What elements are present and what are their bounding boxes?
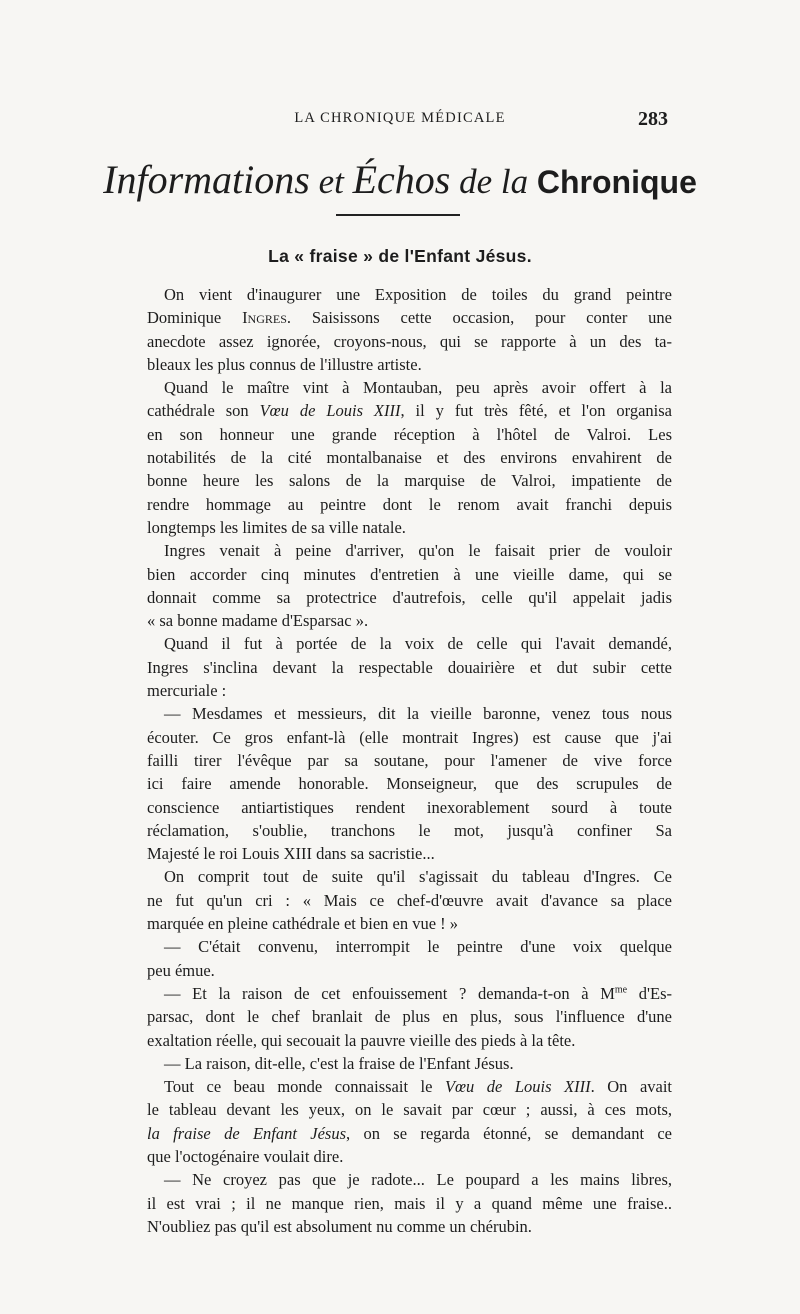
text-line: Dominique Ingres. Saisissons cette occasion, pour conter une [147, 308, 673, 328]
text-line: — Et la raison de cet enfouissement ? demanda-t-on à $M^{me}$ d'Es- [164, 983, 672, 1003]
text-line: rendre hommage au peintre dont le renom avait franchi depuis [147, 494, 672, 514]
text-line: écouter. Ce gros enfant-là (elle montrait Ingres) est cause que j'ai [147, 727, 672, 747]
text-line: Ingres venait à peine d'arriver, qu'on le faisait prier de vouloir [164, 541, 672, 561]
text-line: Ingres s'inclina devant la respectable douairière et dut subir cette [147, 657, 672, 677]
text-line: conscience antiartistiques rendent inexorablement sourd à toute [147, 797, 672, 817]
section-title-word-4: de la [459, 162, 529, 201]
text-line: — Mesdames et messieurs, dit la vieille baronne, venez tous nous [164, 704, 672, 724]
text-line: ne fut qu'un cri : « Mais ce chef-d'œuvre avait d'avance sa place [147, 890, 672, 910]
section-title-word-3: Échos [352, 157, 451, 202]
text-line: bonne heure les salons de la marquise de Valroi, impatiente de [147, 471, 672, 491]
text-line: Tout ce beau monde connaissait le Vœu de Louis XIII. On avait [164, 1077, 673, 1097]
text-line: bleaux les plus connus de l'illustre artiste. [147, 354, 422, 374]
text-line: On comprit tout de suite qu'il s'agissait du tableau d'Ingres. Ce [164, 867, 672, 887]
text-line: cathédrale son Vœu de Louis XIII, il y fut très fêté, et l'on organisa [147, 401, 673, 421]
text-line: ici faire amende honorable. Monseigneur, que des scrupules de [147, 774, 672, 794]
section-title [0, 156, 800, 206]
text-line: il est vrai ; il ne manque rien, mais il y a quand même une fraise.. [147, 1193, 672, 1213]
text-line: Quand le maître vint à Montauban, peu après avoir offert à la [164, 378, 672, 398]
text-line: le tableau devant les yeux, on le savait par cœur ; aussi, à ces mots, [147, 1100, 672, 1120]
text-line: Majesté le roi Louis XIII dans sa sacristie... [147, 844, 435, 864]
running-head [0, 108, 800, 130]
text-line: — Ne croyez pas que je radote... Le poupard a les mains libres, [164, 1170, 672, 1190]
text-line: N'oubliez pas qu'il est absolument nu comme un chérubin. [147, 1216, 532, 1236]
text-line: donnait comme sa protectrice d'autrefois, celle qu'il appelait jadis [147, 587, 672, 607]
text-line: Quand il fut à portée de la voix de celle qui l'avait demandé, [164, 634, 672, 654]
text-line: anecdote assez ignorée, croyons-nous, qui se rapporte à un des ta- [147, 331, 672, 351]
text-line: que l'octogénaire voulait dire. [147, 1146, 344, 1166]
section-title-word-5: Chronique [536, 164, 697, 200]
title-divider [336, 214, 460, 216]
text-line: « sa bonne madame d'Esparsac ». [147, 611, 369, 631]
text-line: On vient d'inaugurer une Exposition de toiles du grand peintre [164, 285, 672, 304]
running-title: LA CHRONIQUE MÉDICALE [294, 110, 506, 126]
text-line: — C'était convenu, interrompit le peintre d'une voix quelque [164, 937, 672, 957]
text-line: bien accorder cinq minutes d'entretien à une vieille dame, qui se [147, 564, 672, 584]
text-line: peu émue. [147, 960, 215, 980]
text-line: parsac, dont le chef branlait de plus en plus, sous l'influence d'une [147, 1007, 672, 1027]
text-line: marquée en pleine cathédrale et bien en vue ! » [147, 914, 459, 934]
text-line: notabilités de la cité montalbanaise et des environs envahirent de [147, 448, 672, 468]
text-line: mercuriale : [147, 681, 227, 701]
page-number: 283 [638, 108, 668, 130]
text-line: — La raison, dit-elle, c'est la fraise de l'Enfant Jésus. [164, 1053, 514, 1073]
section-title-word-1: Informations [103, 157, 310, 202]
text-line: la fraise de Enfant Jésus, on se regarda étonné, se demandant ce [147, 1123, 673, 1143]
text-line: en son honneur une grande réception à l'hôtel de Valroi. Les [147, 424, 672, 444]
article-title: La « fraise » de l'Enfant Jésus. [268, 246, 532, 266]
text-line: réclamation, s'oublie, tranchons le mot, jusqu'à confiner Sa [147, 820, 672, 840]
text-line: longtemps les limites de sa ville natale. [147, 517, 406, 537]
text-line: failli tirer l'évêque par sa soutane, pour l'amener de vive force [147, 750, 672, 770]
text-line: exaltation réelle, qui secouait la pauvre vieille des pieds à la tête. [147, 1030, 576, 1050]
article-body [147, 283, 672, 1238]
section-title-word-2: et [318, 162, 344, 201]
